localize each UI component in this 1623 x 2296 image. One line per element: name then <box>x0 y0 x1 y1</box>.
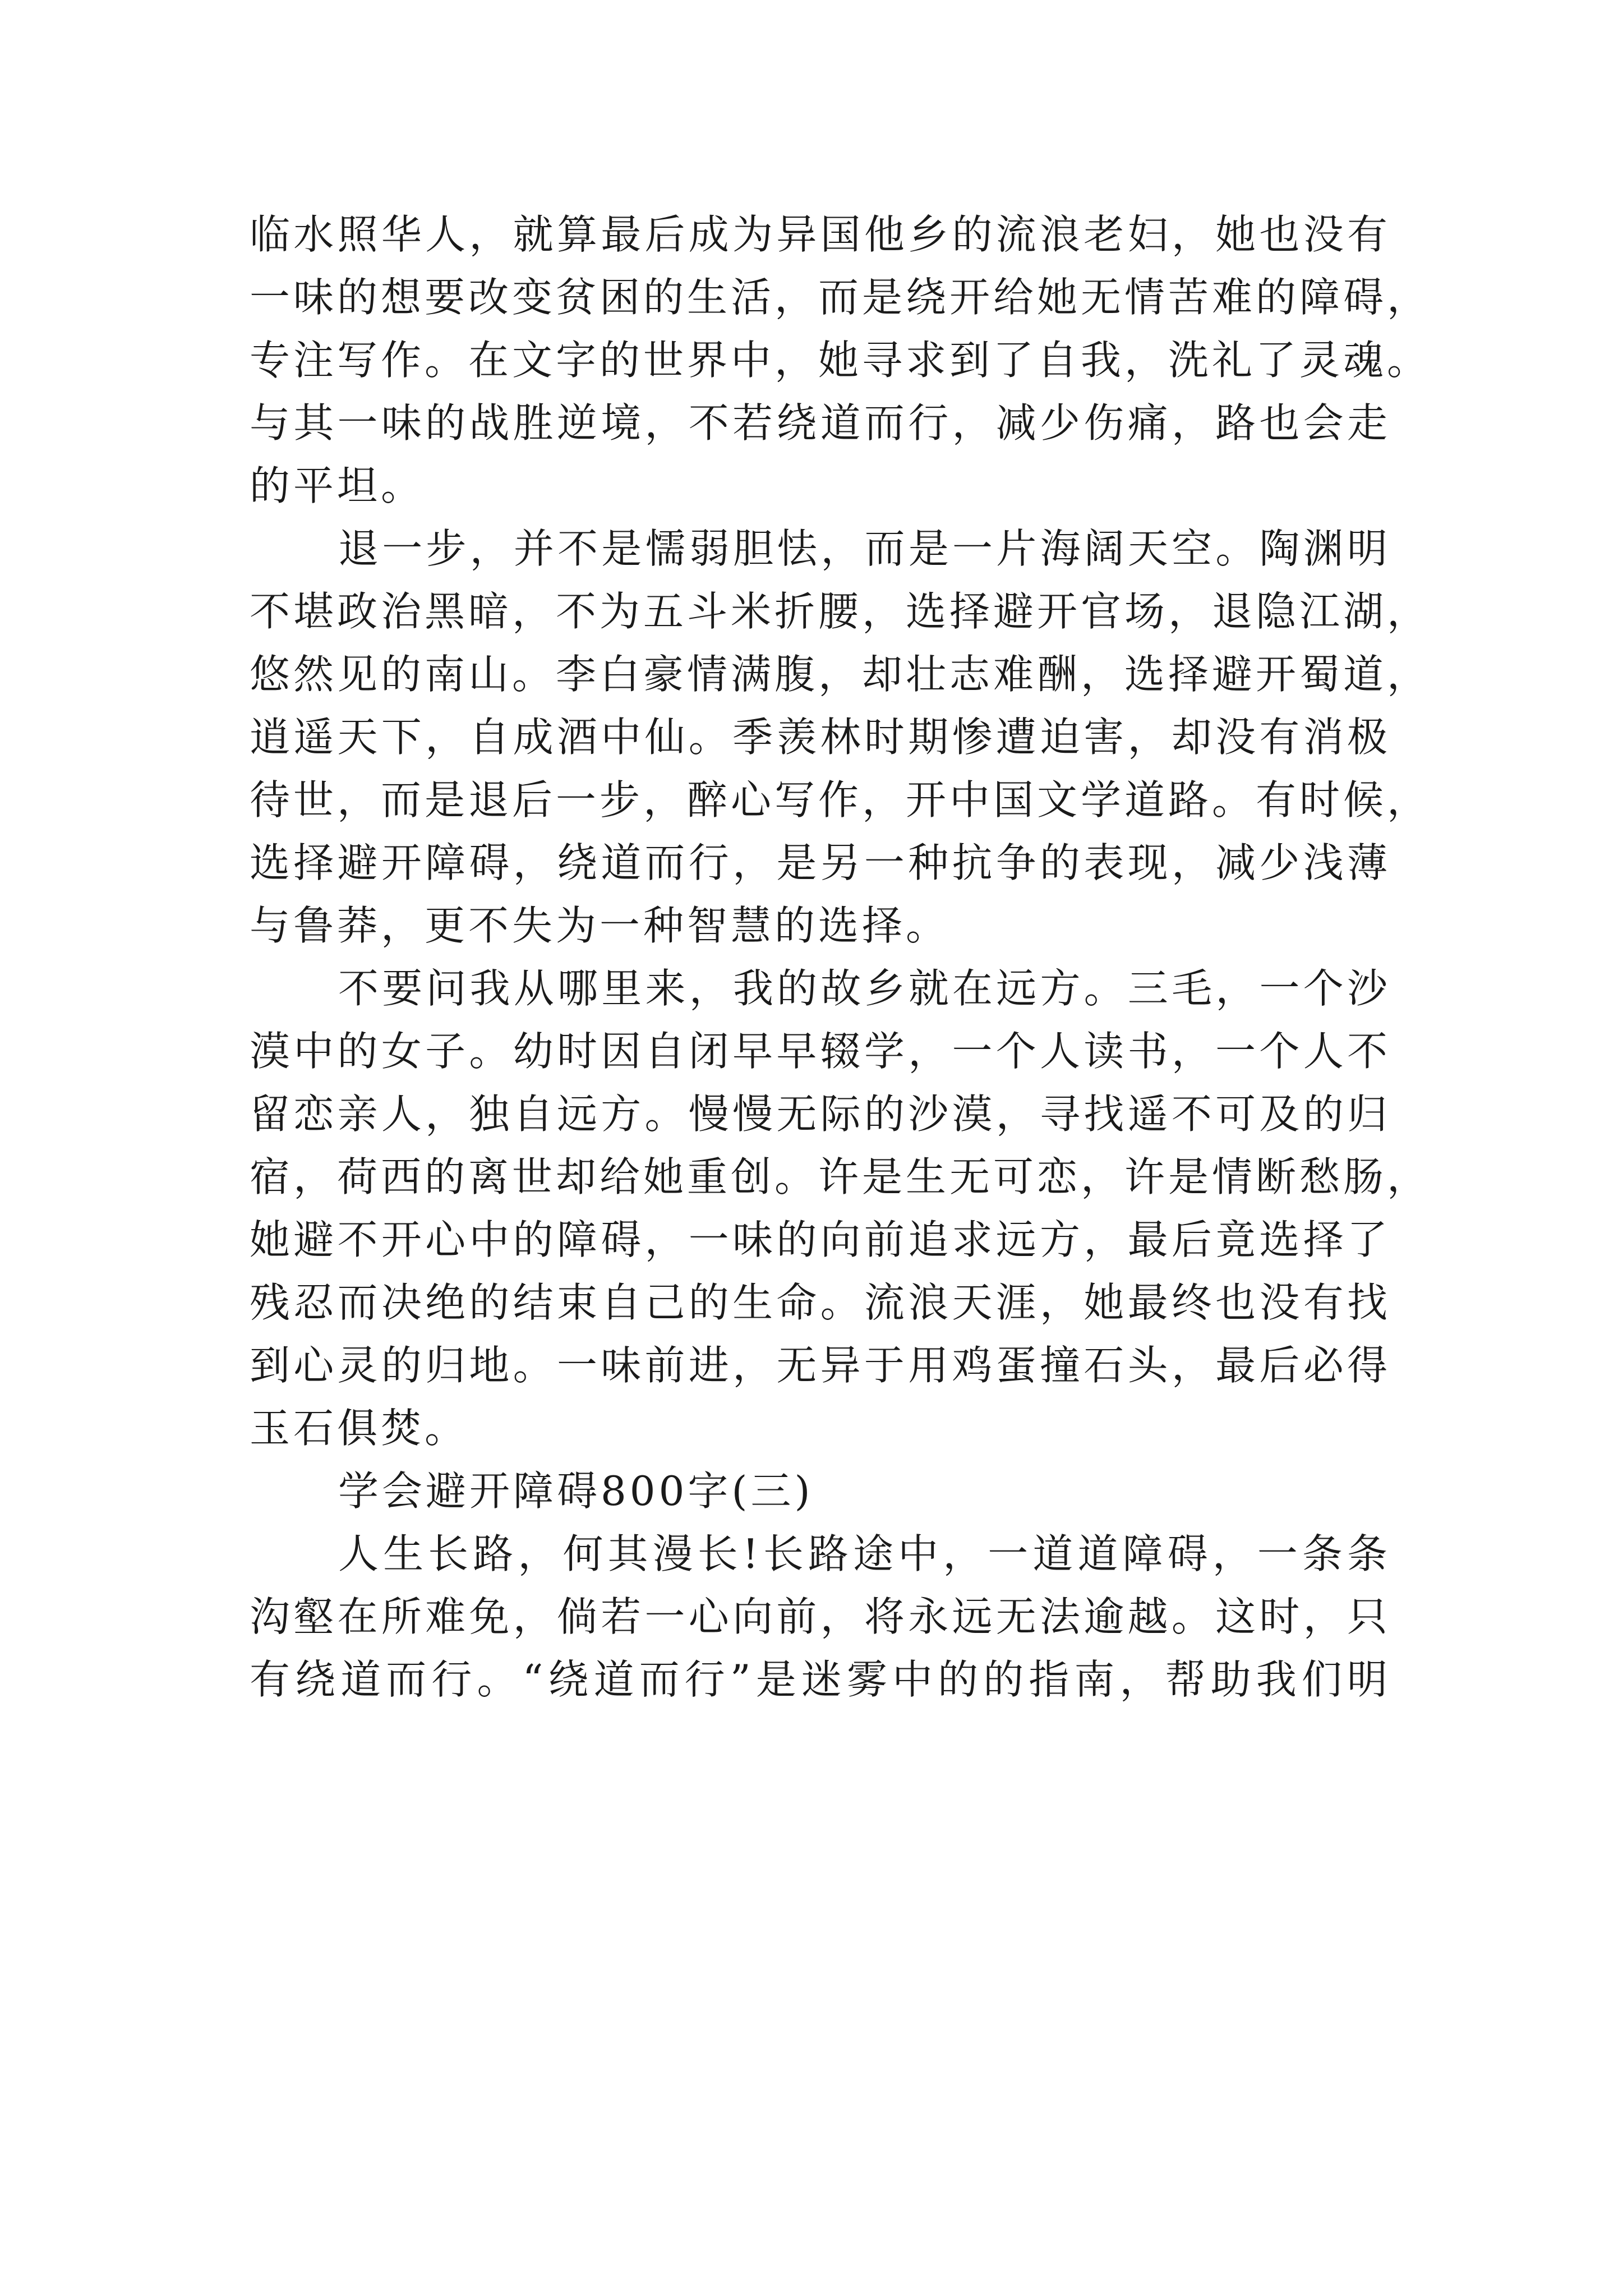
text-line: 待世，而是退后一步，醉心写作，开中国文学道路。有时候， <box>250 776 1431 823</box>
section-heading: 学会避开障碍800字(三) <box>338 1467 814 1515</box>
text-line: 专注写作。在文字的世界中，她寻求到了自我，洗礼了灵魂。 <box>250 337 1431 384</box>
text-line: 一味的想要改变贫困的生活，而是绕开给她无情苦难的障碍， <box>250 274 1431 321</box>
text-line: 悠然见的南山。李白豪情满腹，却壮志难酬，选择避开蜀道， <box>250 651 1431 698</box>
text-line: 与鲁莽，更不失为一种智慧的选择。 <box>250 902 950 949</box>
text-line: 不堪政治黑暗，不为五斗米折腰，选择避开官场，退隐江湖， <box>250 588 1431 635</box>
paragraph-first-line: 人生长路，何其漫长!长路途中，一道道障碍，一条条 <box>338 1530 1391 1577</box>
text-line: 与其一味的战胜逆境，不若绕道而行，减少伤痛，路也会走 <box>250 399 1391 447</box>
text-line: 残忍而决绝的结束自己的生命。流浪天涯，她最终也没有找 <box>250 1279 1391 1326</box>
text-line: 漠中的女子。幼时因自闭早早辍学，一个人读书，一个人不 <box>250 1028 1391 1075</box>
text-line: 玉石俱焚。 <box>250 1405 469 1452</box>
text-line: 她避不开心中的障碍，一味的向前追求远方，最后竟选择了 <box>250 1216 1391 1263</box>
paragraph-first-line: 不要问我从哪里来，我的故乡就在远方。三毛，一个沙 <box>338 965 1391 1012</box>
text-line: 临水照华人，就算最后成为异国他乡的流浪老妇，她也没有 <box>250 211 1391 258</box>
text-line: 留恋亲人，独自远方。慢慢无际的沙漠，寻找遥不可及的归 <box>250 1091 1391 1138</box>
text-line: 逍遥天下，自成酒中仙。季羡林时期惨遭迫害，却没有消极 <box>250 714 1391 761</box>
paragraph-first-line: 退一步，并不是懦弱胆怯，而是一片海阔天空。陶渊明 <box>338 525 1391 572</box>
text-line: 的平坦。 <box>250 462 425 509</box>
text-line: 沟壑在所难免，倘若一心向前，将永远无法逾越。这时，只 <box>250 1593 1391 1640</box>
text-line: 宿，荷西的离世却给她重创。许是生无可恋，许是情断愁肠， <box>250 1153 1431 1200</box>
document-body <box>250 203 1431 1711</box>
text-line: 有绕道而行。“绕道而行”是迷雾中的的指南，帮助我们明 <box>250 1656 1391 1703</box>
text-line: 选择避开障碍，绕道而行，是另一种抗争的表现，减少浅薄 <box>250 839 1391 886</box>
text-line: 到心灵的归地。一味前进，无异于用鸡蛋撞石头，最后必得 <box>250 1342 1391 1389</box>
